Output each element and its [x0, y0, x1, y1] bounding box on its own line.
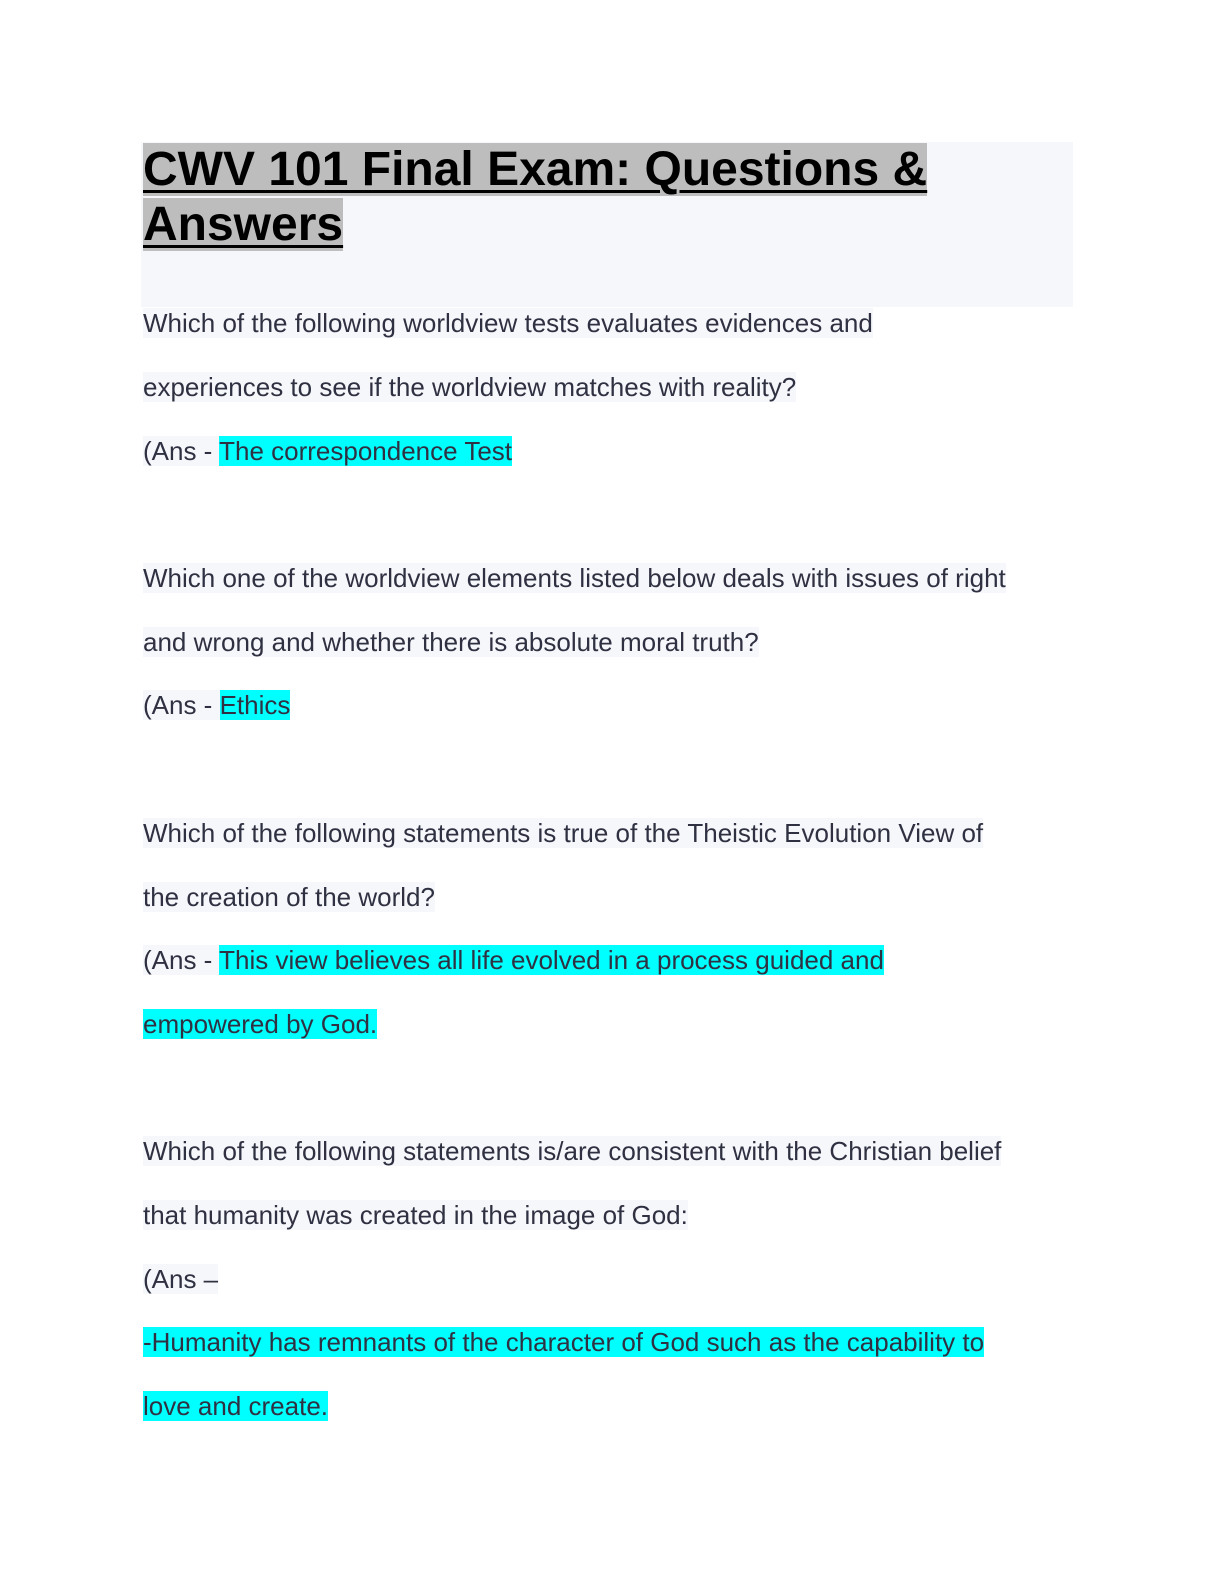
question-3-line-2: the creation of the world? — [143, 882, 435, 912]
answer-3-text-line-2: empowered by God. — [143, 1009, 378, 1039]
page-title: CWV 101 Final Exam: Questions & Answers — [143, 143, 928, 251]
answer-2-text: Ethics — [219, 690, 291, 720]
question-4-line-2: that humanity was created in the image of God: — [143, 1200, 688, 1230]
answer-1-text: The correspondence Test — [219, 436, 513, 466]
question-1-line-2: experiences to see if the worldview matches with reality? — [143, 372, 797, 402]
question-1-line-1: Which of the following worldview tests evaluates evidences and — [143, 308, 873, 338]
title-block — [141, 142, 1073, 307]
answer-2 — [143, 689, 290, 721]
question-2-line-1: Which one of the worldview elements listed below deals with issues of right — [143, 563, 1006, 593]
answer-4-text-line-2: love and create. — [143, 1391, 329, 1421]
answer-4-line-1 — [143, 1326, 984, 1358]
answer-3-text-line-1: This view believes all life evolved in a process guided and — [219, 945, 884, 975]
answer-4-prefix: (Ans – — [143, 1264, 219, 1294]
answer-2-prefix: (Ans - — [143, 690, 220, 720]
answer-3 — [143, 944, 884, 976]
question-3-line-1: Which of the following statements is true of the Theistic Evolution View of — [143, 818, 984, 848]
answer-1 — [143, 435, 512, 467]
answer-3-continued — [143, 1008, 377, 1040]
answer-1-prefix: (Ans - — [143, 436, 220, 466]
answer-3-prefix: (Ans - — [143, 945, 220, 975]
question-4-line-1: Which of the following statements is/are consistent with the Christian belief — [143, 1136, 1002, 1166]
answer-4 — [143, 1263, 218, 1295]
question-2-line-2: and wrong and whether there is absolute moral truth? — [143, 627, 759, 657]
answer-4-line-2 — [143, 1390, 328, 1422]
answer-4-text-line-1: -Humanity has remnants of the character of God such as the capability to — [143, 1327, 985, 1357]
